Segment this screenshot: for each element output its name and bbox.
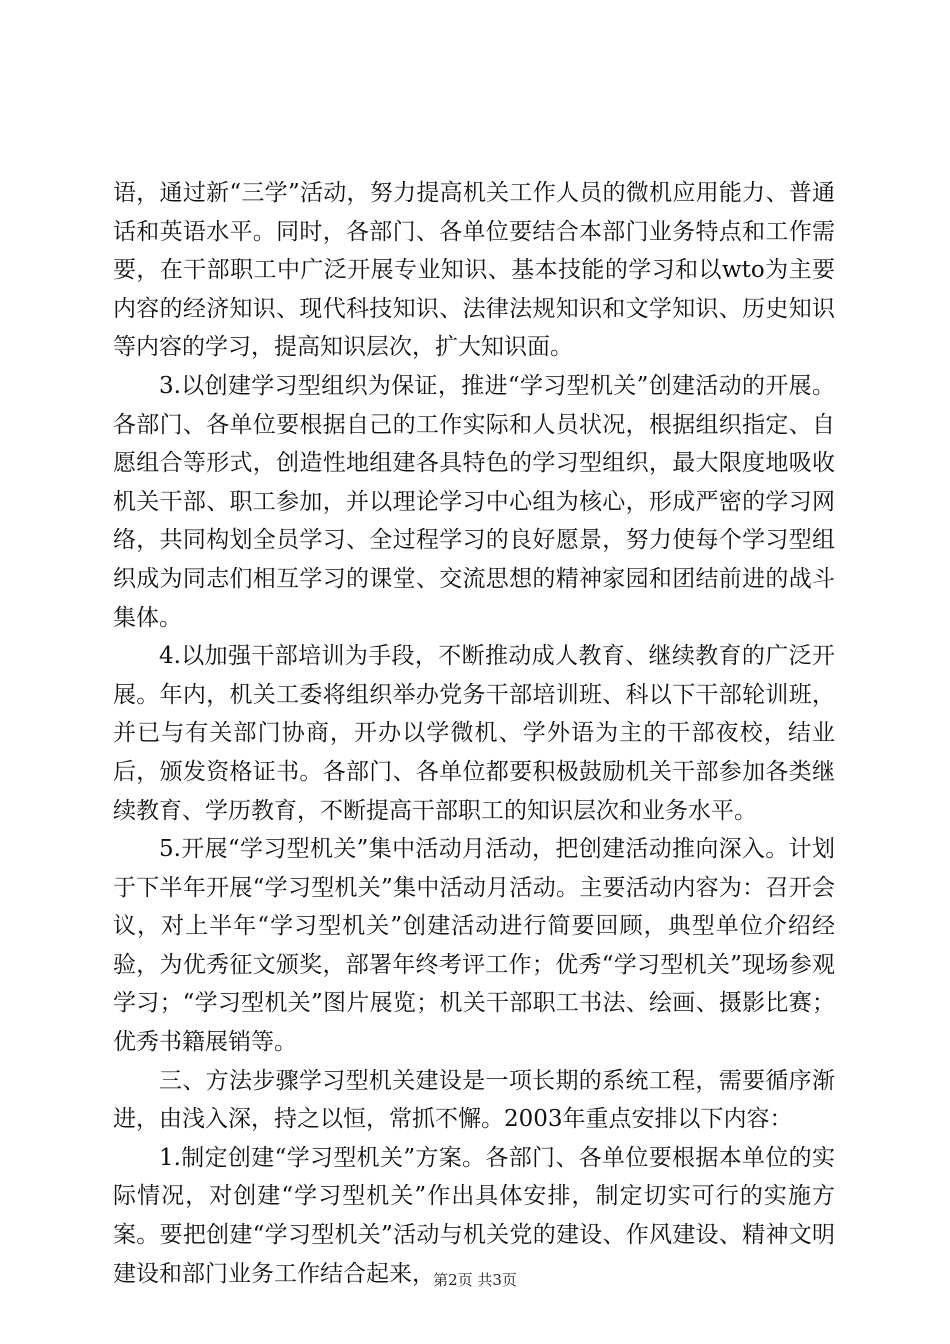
paragraph-continuation: 语，通过新“三学”活动，努力提高机关工作人员的微机应用能力、普通话和英语水平。同时，各部门、各单位要结合本部门业务特点和工作需要，在干部职工中广泛开展专业知识、基本技能的学习和以wto为主要内容的经济知识、现代科技知识、法律法规知识和文学知识、历史知识等内容的学习，提高知识层次，扩大知识面。 bbox=[113, 180, 835, 361]
page-footer: 第2页 共3页 bbox=[433, 1271, 517, 1289]
document-body bbox=[113, 174, 835, 1293]
paragraph-section-3: 三、方法步骤学习型机关建设是一项长期的系统工程，需要循序渐进，由浅入深，持之以恒，常抓不懈。2003年重点安排以下内容： bbox=[113, 1067, 835, 1133]
paragraph-item-5: 5.开展“学习型机关”集中活动月活动，把创建活动推向深入。计划于下半年开展“学习型机关”集中活动月活动。主要活动内容为：召开会议，对上半年“学习型机关”创建活动进行简要回顾，典型单位介绍经验，为优秀征文颁奖，部署年终考评工作；优秀“学习型机关”现场参观学习；“学习型机关”图片展览；机关干部职工书法、绘画、摄影比赛；优秀书籍展销等。 bbox=[113, 836, 835, 1056]
paragraph-step-1: 1.制定创建“学习型机关”方案。各部门、各单位要根据本单位的实际情况，对创建“学习型机关”作出具体安排，制定切实可行的实施方案。要把创建“学习型机关”活动与机关党的建设、作风建设、精神文明建设和部门业务工作结合起来， bbox=[113, 1144, 835, 1287]
paragraph-item-3: 3.以创建学习型组织为保证，推进“学习型机关”创建活动的开展。各部门、各单位要根据自己的工作实际和人员状况，根据组织指定、自愿组合等形式，创造性地组建各具特色的学习型组织，最大限度地吸收机关干部、职工参加，并以理论学习中心组为核心，形成严密的学习网络，共同构划全员学习、全过程学习的良好愿景，努力使每个学习型组织成为同志们相互学习的课堂、交流思想的精神家园和团结前进的战斗集体。 bbox=[113, 372, 835, 631]
paragraph-item-4: 4.以加强干部培训为手段，不断推动成人教育、继续教育的广泛开展。年内，机关工委将组织举办党务干部培训班、科以下干部轮训班，并已与有关部门协商，开办以学微机、学外语为主的干部夜校，结业后，颁发资格证书。各部门、各单位都要积极鼓励机关干部参加各类继续教育、学历教育，不断提高干部职工的知识层次和业务水平。 bbox=[113, 643, 835, 824]
